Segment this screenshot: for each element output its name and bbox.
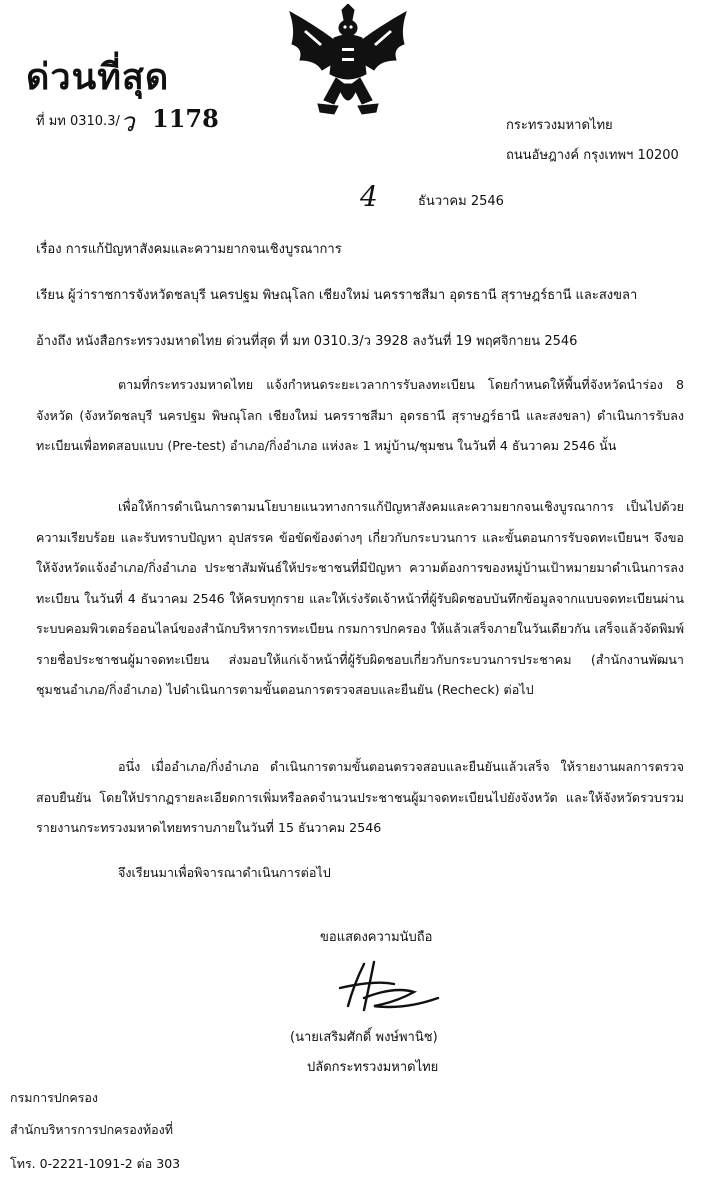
handwritten-signature-icon	[334, 958, 444, 1018]
ministry-name: กระทรวงมหาดไทย	[506, 118, 613, 133]
body-paragraph-4: จึงเรียนมาเพื่อพิจารณาดำเนินการต่อไป	[118, 865, 331, 880]
subject-line: เรื่อง การแก้ปัญหาสังคมและความยากจนเชิงบูรณาการ	[36, 242, 342, 257]
closing-phrase: ขอแสดงความนับถือ	[320, 930, 433, 945]
body-paragraph-3: อนึ่ง เมื่ออำเภอ/กิ่งอำเภอ ดำเนินการตามขั้นตอนตรวจสอบและยืนยันแล้วเสร็จ ให้รายงานผลการตรวจสอบยืนยัน โดยให้ปรากฏรายละเอียดการเพิ่มหรือลดจำนวนประชาชนผู้มาจดทะเบียนไปยังจังหวัด และให้จังหวัดรวบรวมรายงานกระทรวงมหาดไทยทราบภายในวันที่ 15 ธันวาคม 2546	[36, 759, 684, 835]
footer-department: กรมการปกครอง	[10, 1090, 99, 1105]
footer-bureau: สำนักบริหารการปกครองท้องที่	[10, 1122, 173, 1137]
addressee-line: เรียน ผู้ว่าราชการจังหวัดชลบุรี นครปฐม พิษณุโลก เชียงใหม่ นครราชสีมา อุดรธานี สุราษฎร์ธานี และสงขลา	[36, 288, 638, 303]
body-paragraph-2: เพื่อให้การดำเนินการตามนโยบายแนวทางการแก้ปัญหาสังคมและความยากจนเชิงบูรณาการ เป็นไปด้วยความเรียบร้อย และรับทราบปัญหา อุปสรรค ข้อขัดข้องต่างๆ เกี่ยวกับกระบวนการ และขั้นตอนการรับจดทะเบียนฯ จึงขอให้จังหวัดแจ้งอำเภอ/กิ่งอำเภอ ประชาสัมพันธ์ให้ประชาชนที่มีปัญหา ความต้องการของหมู่บ้านเป้าหมายมาดำเนินการลงทะเบียน ในวันที่ 4 ธันวาคม 2546 ให้ครบทุกราย และให้เร่งรัดเจ้าหน้าที่ผู้รับผิดชอบบันทึกข้อมูลจากแบบจดทะเบียนผ่านระบบคอมพิวเตอร์ออนไลน์ของสำนักบริหารการทะเบียน กรมการปกครอง ให้แล้วเสร็จภายในวันเดียวกัน เสร็จแล้วจัดพิมพ์รายชื่อประชาชนผู้มาจดทะเบียน ส่งมอบให้แก่เจ้าหน้าที่ผู้รับผิดชอบเกี่ยวกับกระบวนการประชาคม (สำนักงานพัฒนาชุมชนอำเภอ/กิ่งอำเภอ) ไปดำเนินการตามขั้นตอนการตรวจสอบและยืนยัน (Recheck) ต่อไป	[36, 499, 684, 697]
reference-line: อ้างถึง หนังสือกระทรวงมหาดไทย ด่วนที่สุด ที่ มท 0310.3/ว 3928 ลงวันที่ 19 พฤศจิกายน 2546	[36, 334, 578, 349]
handwritten-document-letter: ว	[120, 108, 135, 138]
footer-phone: โทร. 0-2221-1091-2 ต่อ 303	[10, 1156, 181, 1171]
handwritten-document-number: 1178	[152, 104, 219, 133]
document-date: ธันวาคม 2546	[418, 194, 504, 209]
signer-name: (นายเสริมศักดิ์ พงษ์พานิช)	[290, 1030, 438, 1045]
ministry-address: ถนนอัษฎางค์ กรุงเทพฯ 10200	[506, 148, 679, 163]
document-number-prefix: ที่ มท 0310.3/	[36, 114, 120, 129]
body-paragraph-1: ตามที่กระทรวงมหาดไทย แจ้งกำหนดระยะเวลาการรับลงทะเบียน โดยกำหนดให้พื้นที่จังหวัดนำร่อง 8 จังหวัด (จังหวัดชลบุรี นครปฐม พิษณุโลก เชียงใหม่ นครราชสีมา อุดรธานี สุราษฎร์ธานี และสงขลา) ดำเนินการรับลงทะเบียนเพื่อทดสอบแบบ (Pre-test) อำเภอ/กิ่งอำเภอ แห่งละ 1 หมู่บ้าน/ชุมชน ในวันที่ 4 ธันวาคม 2546 นั้น	[36, 377, 684, 453]
urgency-label: ด่วนที่สุด	[26, 57, 170, 98]
garuda-emblem-icon	[282, 4, 414, 120]
handwritten-date-day: 4	[360, 180, 378, 213]
signer-position: ปลัดกระทรวงมหาดไทย	[307, 1060, 439, 1075]
